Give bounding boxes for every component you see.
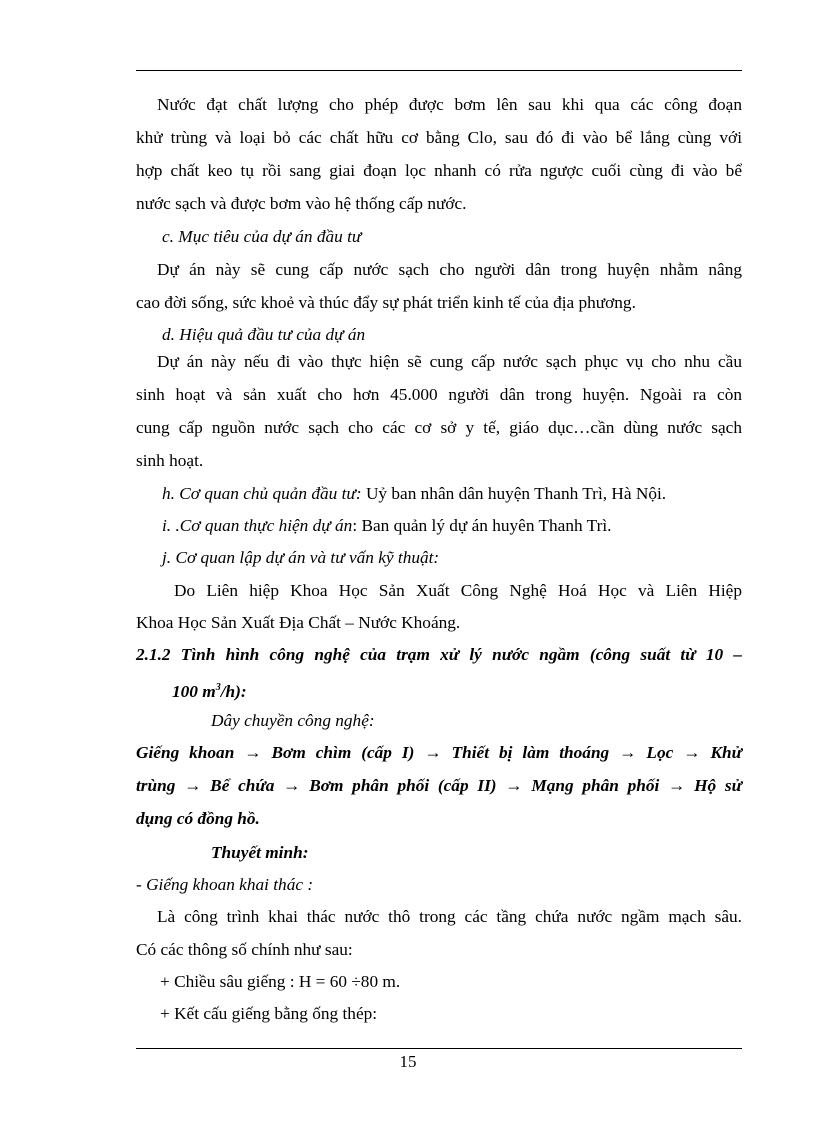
paragraph-line: Nước đạt chất lượng cho phép được bơm lên sau khi qua các công đoạn [157,95,742,114]
paragraph-line: Là công trình khai thác nước thô trong các tầng chứa nước ngầm mạch sâu. [157,907,742,926]
item-i [162,516,768,536]
heading-j: j. Cơ quan lập dự án và tư vấn kỹ thuật: [162,548,440,567]
footer-rule [136,1048,742,1049]
section-heading-text: /h): [220,681,247,701]
heading-c: c. Mục tiêu của dự án đầu tư [162,227,362,246]
paragraph-line: hợp chất keo tụ rồi sang giai đoạn lọc nhanh có rửa ngược cuối cùng đi vào bể [136,161,742,180]
superscript: 3 [215,682,221,693]
paragraph-line: Dự án này nếu đi vào thực hiện sẽ cung cấp nước sạch phục vụ cho nhu cầu [157,352,742,371]
paragraph-line: Do Liên hiệp Khoa Học Sản Xuất Công Nghệ Hoá Học và Liên Hiệp [174,581,742,600]
process-chain-line: dụng có đồng hồ. [136,809,260,828]
bullet-item: + Chiều sâu giếng : H = 60 ÷80 m. [160,972,401,991]
paragraph-line: cung cấp nguồn nước sạch cho các cơ sở y tế, giáo dục…cần dùng nước sạch [136,418,742,437]
bullet-item: + Kết cấu giếng bằng ống thép: [160,1004,378,1023]
paragraph-line: khử trùng và loại bỏ các chất hữu cơ bằng Clo, sau đó đi vào bể lắng cùng với [136,128,742,147]
item-i-text: : Ban quản lý dự án huyên Thanh Trì. [352,516,612,535]
section-heading-text: 100 m [172,681,216,701]
process-chain-line: Giếng khoan → Bơm chìm (cấp I) → Thiết bị làm thoáng → Lọc → Khử [136,743,742,762]
item-h-text: Uỷ ban nhân dân huyện Thanh Trì, Hà Nội. [361,484,667,503]
paragraph-line: sinh hoạt và sản xuất cho hơn 45.000 người dân trong huyện. Ngoài ra còn [136,385,742,404]
item-h-label: h. Cơ quan chủ quản đầu tư: [162,484,362,503]
section-heading: 2.1.2 Tình hình công nghệ của trạm xử lý nước ngầm (công suất từ 10 – [136,645,742,664]
paragraph-line: sinh hoạt. [136,451,204,470]
item-h [162,484,768,504]
page-number: 15 [399,1052,417,1071]
paragraph-line: Khoa Học Sản Xuất Địa Chất – Nước Khoáng. [136,613,461,632]
process-chain-line: trùng → Bể chứa → Bơm phân phối (cấp II) → Mạng phân phối → Hộ sử [136,776,742,795]
item-i-label: i. .Cơ quan thực hiện dự án [162,516,353,535]
paragraph-line: Dự án này sẽ cung cấp nước sạch cho người dân trong huyện nhằm nâng [157,260,742,279]
chain-title: Dây chuyền công nghệ: [211,711,375,730]
section-heading-cont [172,678,778,702]
paragraph-line: Có các thông số chính như sau: [136,940,353,959]
paragraph-line: nước sạch và được bơm vào hệ thống cấp nước. [136,194,467,213]
heading-d: d. Hiệu quả đầu tư của dự án [162,325,366,344]
paragraph-line: cao đời sống, sức khoẻ và thúc đẩy sự phát triển kinh tế của địa phương. [136,293,636,312]
explain-title: Thuyết minh: [211,843,309,862]
header-rule [136,70,742,71]
well-heading: - Giếng khoan khai thác : [136,875,314,894]
